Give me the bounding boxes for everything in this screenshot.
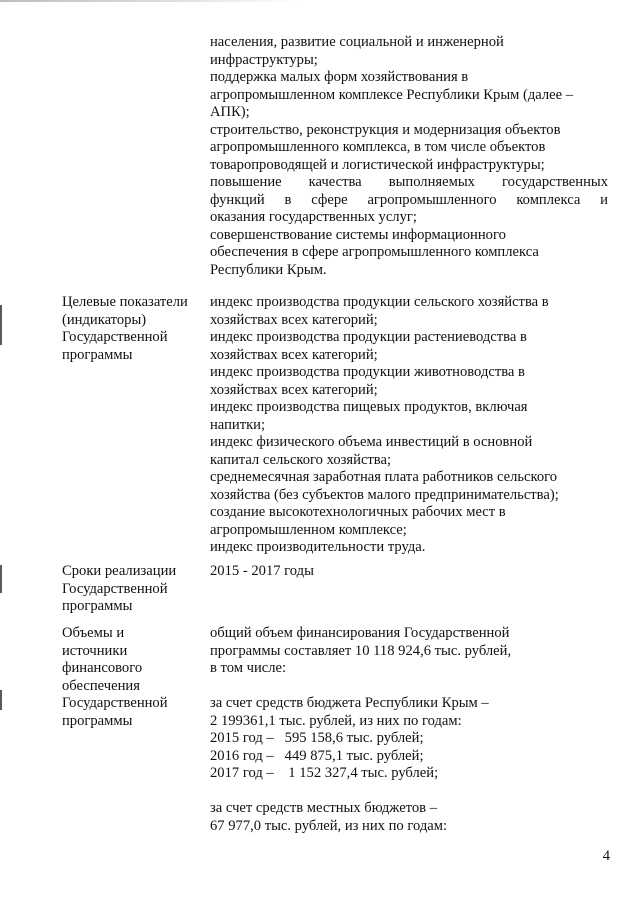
text-line: индекс производства пищевых продуктов, включая (210, 399, 528, 415)
text-line: повышение качества выполняемых государственных (210, 174, 608, 190)
text-line: Республики Крым. (210, 261, 327, 278)
label-line: программы (62, 346, 133, 363)
text-line: оказания государственных услуг; (210, 209, 417, 225)
label-line: (индикаторы) (62, 311, 147, 328)
text-line: строительство, реконструкция и модернизация объектов (210, 121, 561, 138)
label-line: Государственной (62, 695, 168, 711)
year-amount-line: 2015 год – 595 158,6 тыс. рублей; (210, 730, 424, 746)
tasks-text (210, 34, 608, 279)
text-line: агропромышленном комплексе Республики Крым (далее – (210, 86, 574, 103)
funding-label (62, 625, 202, 730)
text-line: индекс производства продукции сельского хозяйства в (210, 294, 549, 310)
terms-text (210, 563, 608, 581)
text-line: совершенствование системы информационного (210, 226, 506, 243)
text-line: 67 977,0 тыс. рублей, из них по годам: (210, 817, 448, 834)
text-line: напитки; (210, 416, 266, 433)
indicators-text (210, 294, 608, 557)
text-line: в том числе: (210, 660, 287, 676)
scan-edge-mark (0, 565, 2, 593)
text-line: инфраструктуры; (210, 51, 318, 68)
text-line: общий объем финансирования Государственной (210, 625, 510, 641)
scan-edge-mark (0, 305, 2, 345)
text-line: 2 199361,1 тыс. рублей, из них по годам: (210, 712, 462, 729)
label-line: Государственной (62, 580, 168, 597)
text-line: хозяйствах всех категорий; (210, 311, 378, 328)
text-line: поддержка малых форм хозяйствования в (210, 69, 469, 85)
scan-top-rule (0, 0, 300, 2)
year-amount-line: 2017 год – 1 152 327,4 тыс. рублей; (210, 765, 439, 781)
text-line: индекс производительности труда. (210, 539, 426, 555)
text-line: агропромышленного комплекса, в том числе объектов (210, 139, 546, 155)
label-line: источники (62, 642, 128, 659)
text-line: хозяйствах всех категорий; (210, 381, 378, 398)
label-line: программы (62, 712, 133, 729)
label-line: Сроки реализации (62, 563, 177, 579)
text-line: товаропроводящей и логистической инфраструктуры; (210, 156, 545, 173)
terms-label (62, 563, 202, 616)
scan-edge-mark (0, 690, 2, 710)
label-line: программы (62, 598, 133, 614)
text-line: индекс физического объема инвестиций в основной (210, 434, 533, 450)
text-line: индекс производства продукции животноводства в (210, 364, 525, 380)
text-line: функций в сфере агропромышленного комплекса и (210, 191, 608, 208)
text-line: за счет средств бюджета Республики Крым – (210, 695, 489, 711)
indicators-label (62, 294, 202, 364)
text-line: среднемесячная заработная плата работников сельского (210, 469, 558, 485)
terms-value: 2015 - 2017 годы (210, 563, 314, 579)
text-line: агропромышленном комплексе; (210, 521, 407, 538)
label-line: Объемы и (62, 625, 125, 641)
funding-text (210, 625, 608, 835)
year-amount-line: 2016 год – 449 875,1 тыс. рублей; (210, 747, 424, 764)
text-line: за счет средств местных бюджетов – (210, 800, 437, 816)
text-line: АПК); (210, 104, 250, 120)
label-line: Целевые показатели (62, 294, 188, 310)
label-line: Государственной (62, 329, 168, 345)
text-line: создание высокотехнологичных рабочих мест в (210, 504, 506, 520)
text-line: обеспечения в сфере агропромышленного комплекса (210, 244, 539, 260)
paragraph-gap (210, 678, 608, 696)
label-line: обеспечения (62, 677, 140, 694)
page-number: 4 (602, 848, 610, 864)
text-line: хозяйствах всех категорий; (210, 346, 378, 363)
label-line: финансового (62, 660, 143, 676)
text-line: индекс производства продукции растениеводства в (210, 329, 527, 345)
text-line: капитал сельского хозяйства; (210, 451, 392, 468)
text-line: программы составляет 10 118 924,6 тыс. рублей, (210, 642, 512, 659)
text-line: населения, развитие социальной и инженерной (210, 34, 504, 50)
text-line: хозяйства (без субъектов малого предпринимательства); (210, 486, 559, 503)
paragraph-gap (210, 783, 608, 801)
